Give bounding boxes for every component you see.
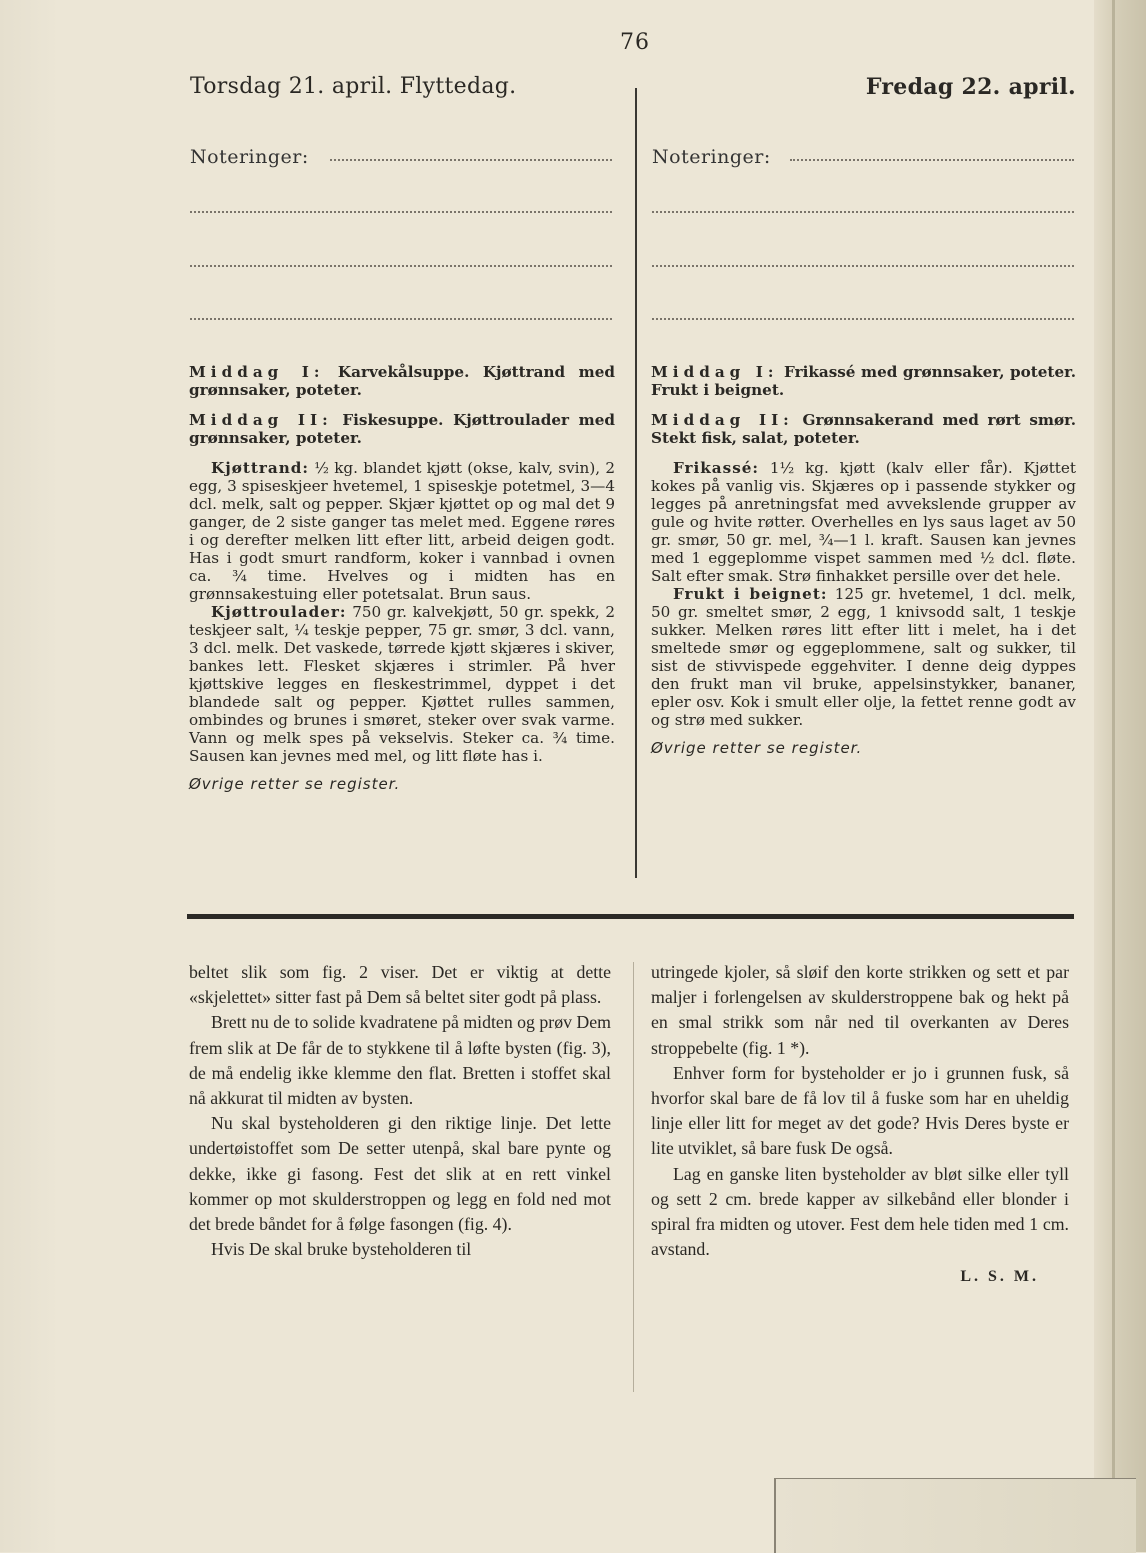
right-notes-line-2 [652,209,1074,213]
left-article [189,960,611,1262]
right-article-paragraph: Enhver form for bysteholder er jo i grunnen fusk, så hvorfor skal bare de få lov til å fuske som har en uheldig linje eller litt for meget av det gode? Hvis Deres byste er lite utviklet, så bare fusk De også. [651,1062,1069,1159]
right-notes-label: Noteringer: [652,146,771,168]
right-article [651,960,1069,1290]
right-recipe-2: Frukt i beignet: 125 gr. hvetemel, 1 dcl. melk, 50 gr. smeltet smør, 2 egg, 1 knivsodd salt, 1 teskje sukker. Melken røres litt efter litt i melet, ha i det smeltede smør og eggeplommene, salt og sukker, til sist de stivvispede eggehviter. I denne deig dyppes den frukt man vil bruke, appelsinstykker, bananer, epler osv. Kok i smult eller olje, la fettet renne godt av og strø med sukker. [651,585,1076,729]
right-menu-2: Middag II: Grønnsakerand med rørt smør. Stekt fisk, salat, poteter. [651,411,1076,447]
left-notes-label: Noteringer: [190,146,309,168]
right-notes-line-4 [652,316,1074,320]
left-recipe-1: Kjøttrand: ½ kg. blandet kjøtt (okse, kalv, svin), 2 egg, 3 spiseskjeer hvetemel, 1 spiseskje potetmel, 3—4 dcl. melk, salt og pepper. Skjær kjøttet op og mal det 9 ganger, de 2 siste ganger tas melet med. Eggene røres i og derefter melken litt efter litt, arbeid deigen godt. Has i godt smurt randform, koker i vannbad i ovnen ca. ¾ time. Hvelves og i midten has en grønnsakestuing eller potetsalat. Brun saus. [189,459,615,603]
left-menu-1: Middag I: Karvekålsuppe. Kjøttrand med grønnsaker, poteter. [189,363,615,399]
left-article-paragraph: beltet slik som fig. 2 viser. Det er viktig at dette «skjelettet» sitter fast på Dem så beltet siter godt på plass. [189,962,611,1008]
left-recipe-2: Kjøttroulader: 750 gr. kalvekjøtt, 50 gr. spekk, 2 teskjeer salt, ¼ teskje pepper, 75 gr. smør, 3 dcl. vann, 3 dcl. melk. Det vaskede, tørrede kjøtt skjæres i skiver, bankes lett. Flesket skjæres i strimler. På hver kjøttskive legges en fleskestrimmel, dyppet i det blandede salt og pepper. Kjøttet rulles sammen, ombindes og brunes i smøret, steker over svak varme. Vann og melk spes på vekselvis. Steker ca. ¾ time. Sausen kan jevnes med mel, og litt fløte has i. [189,603,615,765]
right-recipes [651,363,1076,757]
right-notes-line-3 [652,263,1074,267]
right-article-paragraph: Lag en ganske liten bysteholder av bløt silke eller tyll og sett 2 cm. brede kapper av silkebånd eller blonder i spiral fra midten og utover. Fest dem hele tiden med 1 cm. avstand. [651,1163,1069,1260]
column-divider [635,88,637,878]
right-menu-1: Middag I: Frikassé med grønnsaker, poteter. Frukt i beignet. [651,363,1077,399]
right-article-paragraph: utringede kjoler, så sløif den korte strikken og sett et par maljer i forlengelsen av skulderstroppene bak og hekt på en smal strikk som når ned til overkanten av Deres stroppebelte (fig. 1 *). [651,962,1069,1058]
left-menu-2: Middag II: Fiskesuppe. Kjøttroulader med grønnsaker, poteter. [189,411,615,447]
right-notes-line-1 [790,157,1074,161]
section-divider [187,914,1074,919]
right-recipe-1: Frikassé: 1½ kg. kjøtt (kalv eller får). Kjøttet kokes på vanlig vis. Skjæres op i passende stykker og legges på anretningsfat med avvekslende grupper av gule og hvite røtter. Overhelles en lys saus laget av 50 gr. smør, 50 gr. mel, ¾—1 l. kraft. Sausen kan jevnes med 1 eggeplomme vispet sammen med ½ dcl. fløte. Salt efter smak. Strø finhakket persille over det hele. [651,459,1076,585]
left-recipes [189,363,615,793]
article-column-divider [633,962,634,1392]
left-article-paragraph: Hvis De skal bruke bysteholderen til [211,1239,472,1260]
left-notes-line-1 [330,157,612,161]
left-other-dishes: Øvrige retter se register. [189,775,401,793]
left-notes-line-3 [190,263,612,267]
right-other-dishes: Øvrige retter se register. [651,739,863,757]
left-notes-line-2 [190,209,612,213]
binding-stub [774,1478,1136,1553]
left-day-title: Torsdag 21. april. Flyttedag. [190,74,517,99]
page-number: 76 [620,30,650,55]
left-notes-line-4 [190,316,612,320]
left-article-paragraph: Brett nu de to solide kvadratene på midten og prøv Dem frem slik at De får de to stykkene til å løfte bysten (fig. 3), de må endelig ikke klemme den flat. Bretten i stoffet skal nå akkurat til midten av bysten. [189,1012,611,1109]
left-article-paragraph: Nu skal bysteholderen gi den riktige linje. Det lette undertøistoffet som De setter utenpå, skal bare pynte og dekke, ikke gi fasong. Fest det slik at en rett vinkel kommer op mot skulderstroppen og legg en fold ned mot det brede båndet for å følge fasongen (fig. 4). [189,1113,611,1235]
author-signature: L. S. M. [960,1268,1039,1286]
right-page-edge [1094,0,1146,1552]
left-page-edge [0,0,60,1552]
right-day-title: Fredag 22. april. [865,74,1076,100]
